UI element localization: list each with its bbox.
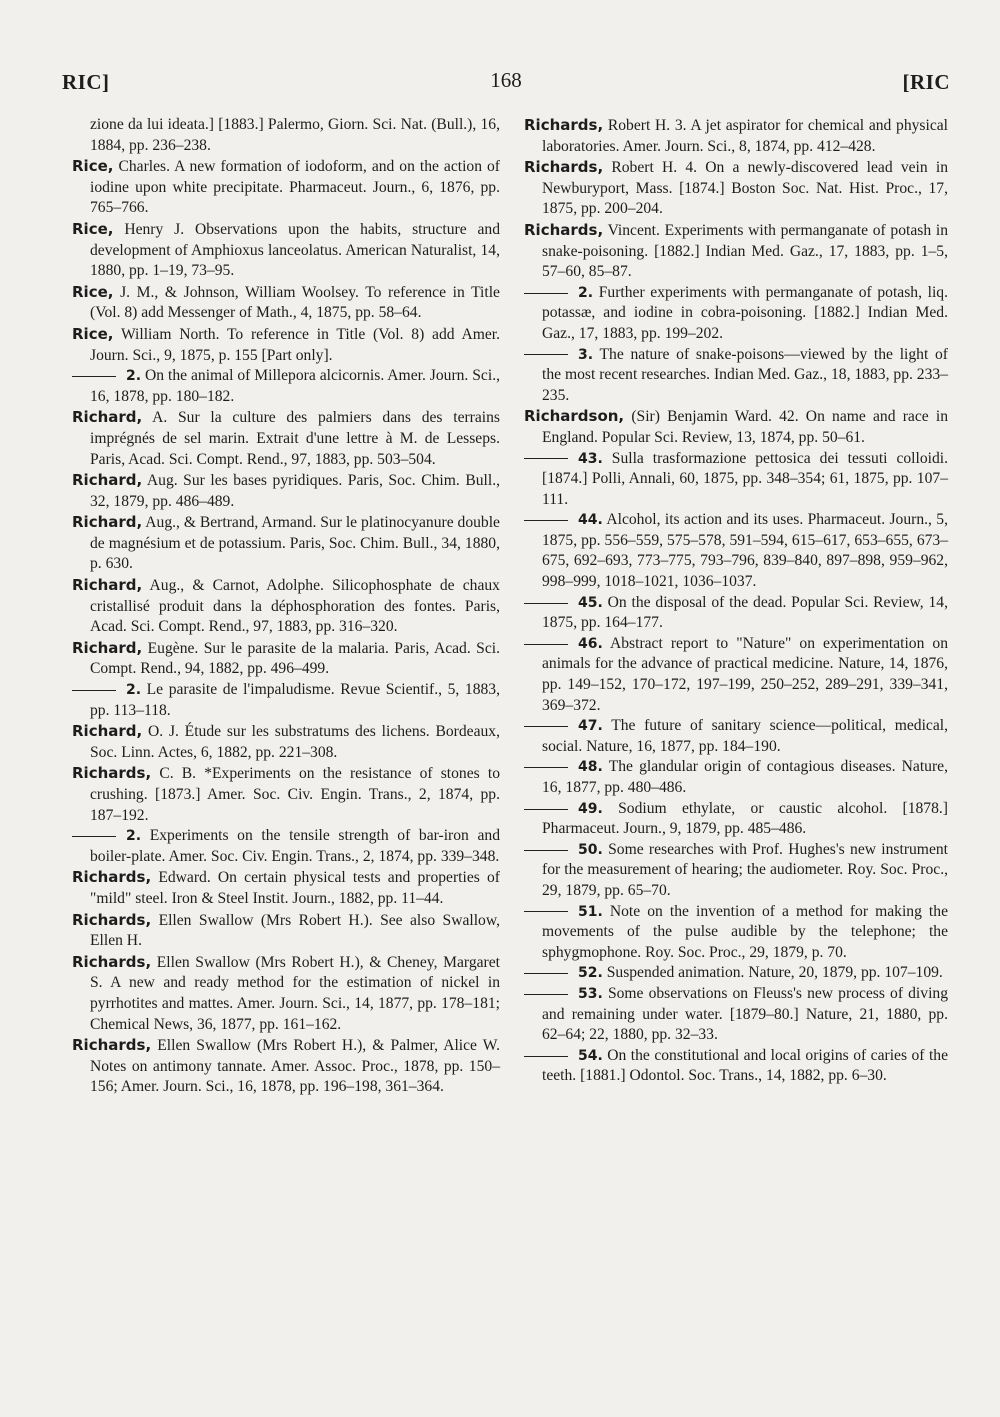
author-name: Richards, [72,910,152,929]
bibliography-entry [72,952,500,1035]
author-name: Richard, [72,722,143,741]
ditto-dash [524,726,568,727]
page-number: 168 [490,68,522,92]
entry-text: Experiments on the tensile strength of bar-iron and boiler-plate. Amer. Soc. Civ. Engin. Trans., 2, 1874, pp. 339–348. [90,827,500,865]
entry-text: Ellen Swallow (Mrs Robert H.), & Cheney, Margaret S. A new and ready method for the estimation of nickel in pyrrhotites and mattes. Amer. Journ. Sci., 14, 1877, pp. 178–181; Chemical News, 36, 1877, pp. 161–162. [90,953,500,1033]
author-name: Richards, [524,158,604,177]
entry-text: On the disposal of the dead. Popular Sci. Review, 14, 1875, pp. 164–177. [542,593,948,632]
entry-text: Edward. On certain physical tests and properties of "mild" steel. Iron & Steel Instit. Journ., 1882, pp. 11–44. [90,869,500,907]
bibliography-entry [524,345,948,407]
entry-text: The nature of snake-poisons—viewed by the light of the most recent researches. Indian Med. Gaz., 18, 1883, pp. 233–235. [542,345,948,404]
author-name: Richards, [72,868,152,887]
entry-text: Aug., & Carnot, Adolphe. Silicophosphate de chaux cristallisé produit dans la déphosphoration des fontes. Paris, Acad. Sci. Compt. Rend., 97, 1883, pp. 316–320. [90,577,500,636]
bibliography-entry [72,282,500,324]
bibliography-entry [524,593,948,634]
bibliography-entry [524,757,948,798]
entry-text: C. B. *Experiments on the resistance of stones to crushing. [1873.] Amer. Soc. Civ. Engin. Trans., 2, 1874, pp. 187–192. [90,765,500,824]
entry-text: Le parasite de l'impaludisme. Revue Scientif., 5, 1883, pp. 113–118. [90,681,500,719]
entry-text: A. Sur la culture des palmiers dans des terrains imprégnés de sel marin. Extrait d'une lettre à M. de Lesseps. Paris, Acad. Sci. Compt. Rend., 97, 1883, pp. 503–504. [90,409,500,468]
entry-text: Aug., & Bertrand, Armand. Sur le platinocyanure double de magnésium et de potassium. Paris, Soc. Chim. Bull., 34, 1880, p. 630. [90,514,500,573]
ditto-dash [524,644,568,645]
ditto-dash [524,293,568,294]
entry-text: Suspended animation. Nature, 20, 1879, pp. 107–109. [606,964,943,982]
header-right-keyword: [RIC [902,70,950,94]
bibliography-entry [524,1046,948,1087]
bibliography-entry [72,910,500,952]
entry-text: The glandular origin of contagious diseases. Nature, 16, 1877, pp. 480–486. [542,758,948,796]
bibliography-entry [72,407,500,470]
entry-number: 2. [126,828,142,845]
author-name: Richards, [72,952,152,971]
ditto-dash [524,994,568,995]
bibliography-entry [524,283,948,345]
entry-text: Robert H. 3. A jet aspirator for chemical and physical laboratories. Amer. Journ. Sci., 8, 1874, pp. 412–428. [542,117,948,155]
bibliography-entry [72,115,500,156]
entry-text: Sodium ethylate, or caustic alcohol. [1878.] Pharmaceut. Journ., 9, 1879, pp. 485–486. [542,799,948,838]
bibliography-entry [72,1035,500,1098]
bibliography-entry [72,763,500,826]
entry-text: Ellen Swallow (Mrs Robert H.). See also Swallow, Ellen H. [90,911,500,950]
entry-text: zione da lui ideata.] [1883.] Palermo, Giorn. Sci. Nat. (Bull.), 16, 1884, pp. 236–238. [90,116,500,154]
ditto-dash [524,767,568,768]
bibliography-entry [72,219,500,282]
bibliography-entry [72,512,500,575]
bibliography-entry [72,826,500,867]
bibliography-entry [72,575,500,638]
author-name: Richards, [72,764,152,783]
entry-text: Ellen Swallow (Mrs Robert H.), & Palmer, Alice W. Notes on antimony tannate. Amer. Assoc. Proc., 1878, pp. 150–156; Amer. Journ. Sci., 16, 1878, pp. 196–198, 361–364. [90,1037,500,1096]
entry-text: J. M., & Johnson, William Woolsey. To reference in Title (Vol. 8) add Messenger of Math., 4, 1875, pp. 58–64. [90,283,500,322]
entry-text: Alcohol, its action and its uses. Pharmaceut. Journ., 5, 1875, pp. 556–559, 575–578, 591–594, 615–617, 653–655, 673–675, 692–693, 773–775, 793–796, 839–840, 897–898, 959–962, 998–999, 1018–1021, 1036–1037. [542,511,948,591]
entry-text: Some researches with Prof. Hughes's new instrument for the measurement of hearing; the audiometer. Roy. Soc. Proc., 29, 1879, pp. 65–70. [542,840,948,899]
author-name: Richard, [72,471,143,490]
bibliography-entry [72,156,500,219]
ditto-dash [72,690,116,691]
entry-number: 50. [578,841,603,858]
author-name: Rice, [72,219,114,238]
bibliography-entry [524,634,948,716]
author-name: Richards, [524,116,604,134]
right-column [524,115,948,1087]
bibliography-entry [72,324,500,366]
ditto-dash [524,458,568,459]
entry-number: 48. [578,759,603,776]
entry-number: 43. [578,450,603,467]
entry-number: 2. [578,284,594,301]
entry-text: Robert H. 4. On a newly-discovered lead vein in Newburyport, Mass. [1874.] Boston Soc. Nat. Hist. Proc., 17, 1875, pp. 200–204. [542,159,948,218]
bibliography-entry [524,840,948,902]
bibliography-entry [524,799,948,840]
ditto-dash [524,520,568,521]
ditto-dash [524,809,568,810]
author-name: Rice, [72,157,114,176]
bibliography-entry [524,902,948,964]
entry-number: 2. [126,368,142,385]
ditto-dash [524,354,568,355]
entry-text: On the animal of Millepora alcicornis. Amer. Journ. Sci., 16, 1878, pp. 180–182. [90,367,500,405]
header-left-keyword: RIC] [62,70,110,94]
author-name: Richard, [72,576,143,595]
entry-number: 44. [578,512,603,529]
author-name: Rice, [72,324,114,343]
entry-text: Eugène. Sur le parasite de la malaria. Paris, Acad. Sci. Compt. Rend., 94, 1882, pp. 496–499. [90,639,500,678]
entry-text: O. J. Étude sur les substratums des lichens. Bordeaux, Soc. Linn. Actes, 6, 1882, pp. 221–308. [90,723,500,761]
author-name: Rice, [72,282,114,301]
ditto-dash [72,376,116,377]
entry-text: The future of sanitary science—political, medical, social. Nature, 16, 1877, pp. 184–190. [542,717,948,755]
bibliography-entry [72,366,500,407]
running-header [62,70,950,110]
entry-text: Note on the invention of a method for making the movements of the pulse audible by the telephone; the sphygmophone. Roy. Soc. Proc., 29, 1879, p. 70. [542,902,948,961]
entry-text: Henry J. Observations upon the habits, structure and development of Amphioxus lanceolatus. American Naturalist, 14, 1880, pp. 1–19, 73–95. [90,220,500,280]
bibliography-entry [524,963,948,984]
bibliography-entry [72,638,500,680]
ditto-dash [524,973,568,974]
bibliography-entry [524,716,948,757]
entry-text: (Sir) Benjamin Ward. 42. On name and race in England. Popular Sci. Review, 13, 1874, pp. 50–61. [542,408,948,446]
ditto-dash [72,836,116,837]
bibliography-entry [524,984,948,1046]
bibliography-entry [524,157,948,220]
author-name: Richards, [524,220,604,239]
author-name: Richard, [72,638,143,657]
author-name: Richardson, [524,407,625,426]
bibliography-entry [72,721,500,763]
ditto-dash [524,603,568,604]
bibliography-entry [72,680,500,721]
entry-number: 51. [578,903,603,920]
entry-text: On the constitutional and local origins of caries of the teeth. [1881.] Odontol. Soc. Trans., 14, 1882, pp. 6–30. [542,1046,948,1085]
ditto-dash [524,1056,568,1057]
entry-text: Charles. A new formation of iodoform, and on the action of iodine upon white precipitate. Pharmaceut. Journ., 6, 1876, pp. 765–766. [90,158,500,217]
author-name: Richards, [72,1036,152,1055]
entry-text: Vincent. Experiments with permanganate of potash in snake-poisoning. [1882.] Indian Med. Gaz., 17, 1883, pp. 1–5, 57–60, 85–87. [542,221,948,281]
entry-text: Further experiments with permanganate of potash, liq. potassæ, and iodine in cobra-poisoning. [1882.] Indian Med. Gaz., 17, 1883, pp. 199–202. [542,283,948,342]
bibliography-entry [524,406,948,448]
bibliography-entry [524,510,948,592]
entry-number: 49. [578,800,603,817]
entry-text: Sulla trasformazione pettosica dei tessuti colloidi. [1874.] Polli, Annali, 60, 1875, pp. 348–354; 61, 1875, pp. 107–111. [542,449,948,508]
entry-number: 3. [578,346,594,363]
bibliography-entry [524,449,948,511]
entry-number: 2. [126,682,142,699]
entry-number: 53. [578,985,603,1002]
author-name: Richard, [72,408,143,427]
entry-text: Aug. Sur les bases pyridiques. Paris, Soc. Chim. Bull., 32, 1879, pp. 486–489. [90,472,500,510]
author-name: Richard, [72,513,143,532]
entry-number: 52. [578,965,603,982]
entry-text: William North. To reference in Title (Vol. 8) add Amer. Journ. Sci., 9, 1875, p. 155 [Part only]. [90,325,501,364]
bibliography-entry [524,220,948,283]
ditto-dash [524,850,568,851]
bibliography-entry [524,115,948,157]
entry-number: 46. [578,635,603,652]
bibliography-entry [72,470,500,512]
ditto-dash [524,911,568,912]
entry-number: 54. [578,1047,603,1064]
entry-number: 47. [578,718,603,735]
left-column [72,115,500,1098]
entry-number: 45. [578,594,603,611]
bibliography-entry [72,867,500,909]
entry-text: Some observations on Fleuss's new process of diving and remaining under water. [1879–80.] Nature, 21, 1880, pp. 62–64; 22, 1880, pp. 32–33. [542,984,948,1044]
entry-text: Abstract report to "Nature" on experimentation on animals for the advance of practical medicine. Nature, 14, 1876, pp. 149–152, 170–172, 197–199, 250–252, 289–291, 339–341, 369–372. [542,634,948,714]
